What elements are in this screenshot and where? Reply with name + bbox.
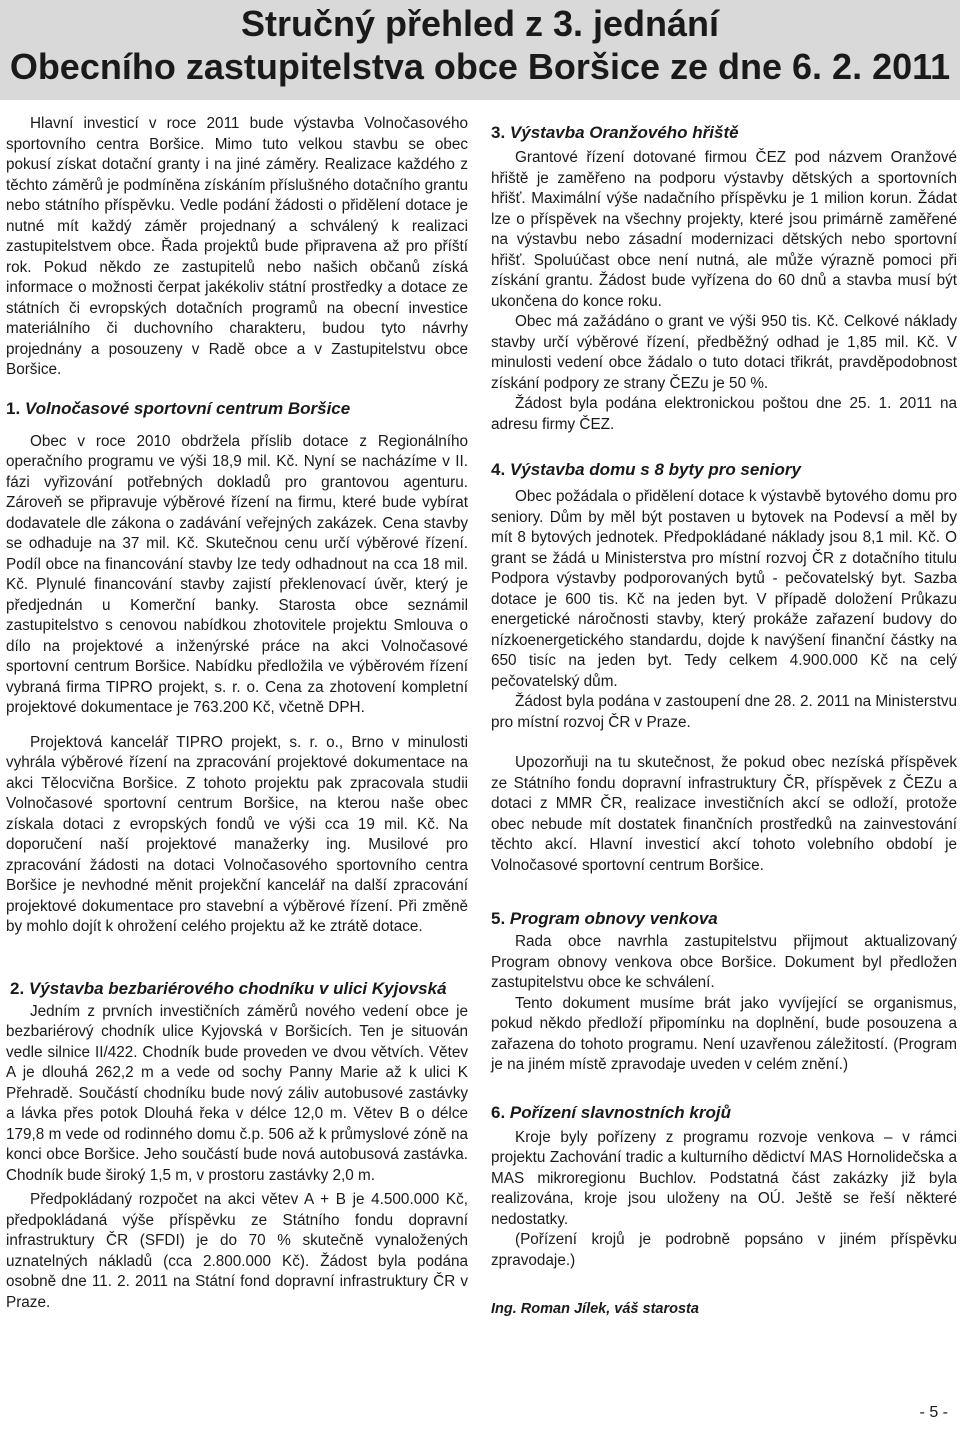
section-6-paragraph-1: Kroje byly pořízeny z programu rozvoje venkova – v rámci projektu Zachování tradic a kulturního dědictví MAS Hornolidečska a MAS mikroregionu Buchlov. Podstatná část zakázky již byla realizována, kroje jsou uloženy na OÚ. Ještě se řeší některé nedostatky. [491,1128,957,1228]
section-2-paragraph-1: Jedním z prvních investičních záměrů nového vedení obce je bezbariérový chodník ulice Kyjovská v Boršicích. Ten je situován vedle silnice II/422. Chodník bude proveden ve dvou větvích. Větev A je dlouhá 262,2 m a vede od sochy Panny Marie až k ulici K Přehradě. Součástí chodníku bude nový záliv autobusové zastávky a lávka přes potok Dlouhá řeka v délce 12,0 m. Větev B o délce 179,8 m vede od rodinného domu č.p. 506 až k průmyslové zóně na konci obce Boršice. Jeho součástí bude nová autobusová zastávka. Chodník bude široký 1,5 m, v prostoru zastávky 2,0 m. [6,1002,468,1184]
section-2-paragraph-2: Předpokládaný rozpočet na akci větev A + B je 4.500.000 Kč, předpokládaná výše příspěvku ze Státního fondu dopravní infrastruktury ČR (SFDI) je do 70 % skutečně vynaložených uznatelných nákladů (cca 2.800.000 Kč). Žádost byla podána osobně dne 11. 2. 2011 na Státní fond dopravní infrastruktury ČR v Praze. [6,1191,468,1311]
section-3-title: Výstavba Oranžového hřiště [509,123,739,142]
section-3-paragraph-1: Grantové řízení dotované firmou ČEZ pod názvem Oranžové hřiště je zaměřeno na podporu výstavby dětských a sportovních hřišť. Maximální výše nadačního příspěvku je 1 milion korun. Žádat lze o příspěvek na všechny projekty, které jsou primárně zaměřené na výstavbu nebo zásadní modernizaci dětských nebo sportovní hřišť. Spoluúčast obce není nutná, ale může výrazně pomoci při získání grantu. Žádost bude vyřízena do 60 dnů a stavba musí být ukončena do konce roku. [491,149,957,310]
section-3-heading [491,122,957,144]
page-title [0,0,960,88]
left-column [6,114,468,1313]
section-5-paragraph-2: Tento dokument musíme brát jako vyvíjející se organismus, pokud někdo předloží připomínku na doplnění, bude posouzena a zařazena do tohoto programu. Není uzavřenou záležitostí. (Program je na jiném místě zpravodaje uveden v celém znění.) [491,994,957,1073]
section-3-paragraph-3: Žádost byla podána elektronickou poštou dne 25. 1. 2011 na adresu firmy ČEZ. [491,395,957,433]
section-6-paragraph-2: (Pořízení krojů je podrobně popsáno v jiném příspěvku zpravodaje.) [491,1231,957,1269]
page-number: - 5 - [919,1404,948,1421]
section-1-number: 1. [6,398,21,418]
author-signature: Ing. Roman Jílek, váš starosta [491,1301,699,1317]
section-1-paragraph-2: Projektová kancelář TIPRO projekt, s. r. o., Brno v minulosti vyhrála výběrové řízení na zpracování projektové dokumentace na akci Tělocvična Boršice. Z tohoto projektu pak zpracovala studii Volnočasové sportovní centrum Boršice, na kterou naše obec získala dotaci z evropských fondů ve výši cca 19 mil. Kč. Na doporučení naší projektové manažerky ing. Musilové pro zpracování žádosti na dotaci Volnočasového sportovního centra Boršice je nevhodné měnit projekční kancelář na další zpracování projektové dokumentace pro stavební a výběrové řízení. Při změně by mohlo dojít k ohrožení celého projektu až ke ztrátě dotace. [6,733,468,935]
section-2-heading [10,978,468,1000]
section-4-title: Výstavba domu s 8 byty pro seniory [509,460,801,479]
section-6-heading [491,1102,957,1124]
section-1-paragraph-1: Obec v roce 2010 obdržela příslib dotace z Regionálního operačního programu ve výši 18,9 mil. Kč. Nyní se nacházíme v II. fázi vyřizování potřebných dokladů pro grantovou agenturu. Zároveň se připravuje výběrové řízení na firmu, které bude vybírat dodavatele dle zákona o zadávání veřejných zakázek. Cena stavby se odhaduje na 37 mil. Kč. Skutečnou cenu určí výběrové řízení. Podíl obce na financování stavby lze tedy odhadnout na cca 18 mil. Kč. Plynulé financování stavby zajistí překlenovací úvěr, který je předjednán u Komerční banky. Starosta obce seznámil zastupitelstvo s cenovou nabídkou zhotovitele projektu Smlouva o dílo na projektové a inženýrské práce na akci Volnočasové sportovní centrum Boršice. Nabídku předložila ve výběrovém řízení vybraná firma TIPRO projekt, s. r. o. Cena za zhotovení kompletní projektové dokumentace je 763.200 Kč, včetně DPH. [6,432,468,716]
section-3-number: 3. [491,123,506,142]
section-2-title: Výstavba bezbariérového chodníku v ulici Kyjovská [28,978,447,998]
section-4-paragraph-2: Žádost byla podána v zastoupení dne 28. 2. 2011 na Ministerstvu pro místní rozvoj ČR v Praze. [491,693,957,731]
section-5-paragraph-1: Rada obce navrhla zastupitelstvu přijmout aktualizovaný Program obnovy venkova obce Boršice. Dokument byl předložen zastupitelstvu obce ke schválení. [491,933,957,991]
title-line-2: Obecního zastupitelstva obce Boršice ze dne 6. 2. 2011 [9,46,951,87]
section-4-paragraph-1: Obec požádala o přidělení dotace k výstavbě bytového domu pro seniory. Dům by měl být postaven u bytovek na Podevsí a měl by mít 8 bytových jednotek. Předpokládané náklady jsou 8,1 mil. Kč. O grant se žádá u Ministerstva pro místní rozvoj ČR z dotačního titulu Podpora výstavby podporovaných bytů - pečovatelský byt. Sazba dotace je 600 tis. Kč na jeden byt. V případě doložení Průkazu energetické náročnosti stavby, který prokáže zařazení budovy do nízkoenergetického standardu, dojde k navýšení finanční částky na 650 tisíc na jeden byt. Tedy celkem 4.900.000 Kč na celý pečovatelský dům. [491,488,957,690]
section-4-number: 4. [491,460,506,479]
section-5-number: 5. [491,909,506,928]
section-2-number: 2. [10,978,25,998]
section-5-heading [491,908,957,930]
section-4-paragraph-3: Upozorňuji na tu skutečnost, že pokud obec nezíská příspěvek ze Státního fondu dopravní infrastruktury ČR, příspěvek z ČEZu a dotaci z MMR ČR, realizace investičních akcí se odloží, protože obec nebude mít dostatek finančních prostředků na zainvestování těchto akcí. Hlavní investicí akcí tohoto volebního období je Volnočasové sportovní centrum Boršice. [491,754,957,874]
section-6-number: 6. [491,1102,506,1122]
section-6-title: Pořízení slavnostních krojů [509,1102,731,1122]
title-line-1: Stručný přehled z 3. jednání [240,3,720,44]
right-column [491,114,957,1320]
section-4-heading [491,459,957,481]
section-1-title: Volnočasové sportovní centrum Boršice [24,398,351,418]
section-5-title: Program obnovy venkova [509,909,718,928]
section-3-paragraph-2: Obec má zažádáno o grant ve výši 950 tis. Kč. Celkové náklady stavby určí výběrové řízení, předběžný odhad je 1,85 mil. Kč. V minulosti vedení obce žádalo o tuto dotaci třikrát, pravděpodobnost získání podpory ze strany ČEZu je 50 %. [491,313,957,392]
section-1-heading [6,398,468,420]
intro-paragraph: Hlavní investicí v roce 2011 bude výstavba Volnočasového sportovního centra Boršice. Mimo tuto velkou stavbu se obec pokusí získat dotační granty i na jiné záměry. Realizace každého z těchto záměrů je podmíněna získáním příslušného dotačního grantu nebo státního příspěvku. Vedle podání žádosti o přidělení dotace je nutné mít každý záměr projednaný a schválený k realizaci zastupitelstvem obce. Řada projektů bude připravena až pro příští rok. Pokud někdo ze zastupitelů nebo našich občanů získá informace o možnosti čerpat jakékoliv státní prostředky a dotace ze státních či evropských dotačních programů na obecní investice materiálního či duchovního charakteru, budou tyto návrhy projednány a posouzeny v Radě obce a v Zastupitelstvu obce Boršice. [6,115,468,378]
